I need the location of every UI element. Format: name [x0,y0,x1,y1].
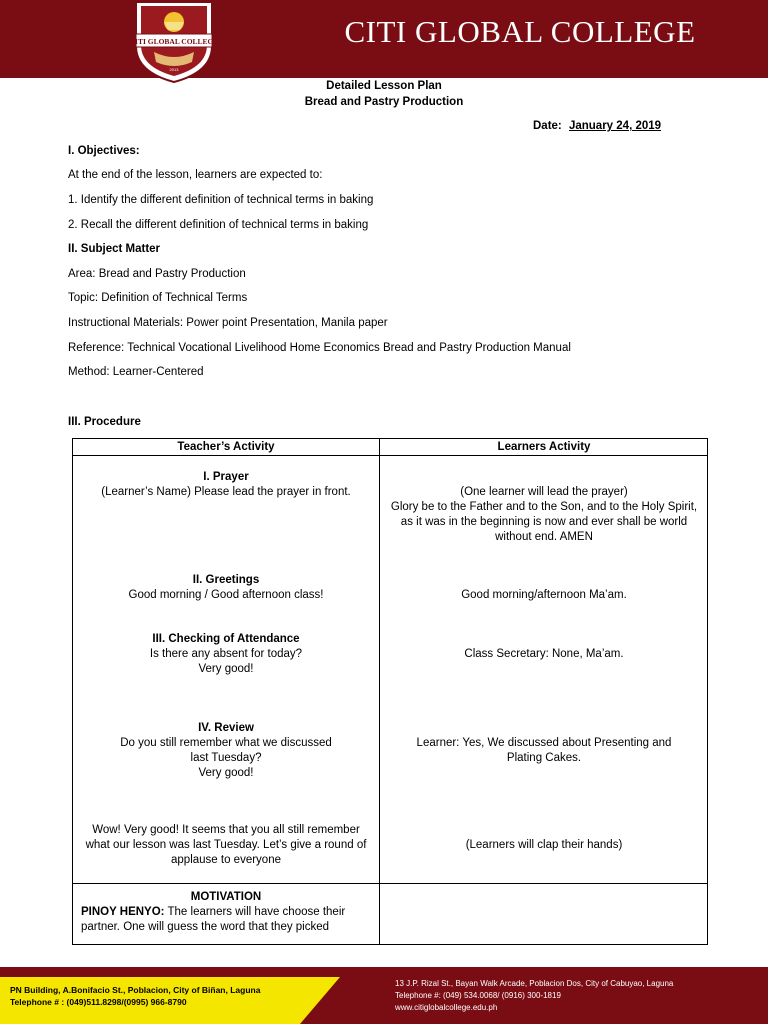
document-title: Detailed Lesson Plan [326,80,442,92]
college-logo [128,0,220,84]
footer-left-line1: PN Building, A.Bonifacio St., Poblacion, City of Biñan, Laguna [10,985,261,995]
logo-year: 2013 [169,67,179,72]
motivation-game-label: PINOY HENYO: [81,906,165,918]
materials-value: Power point Presentation, Manila paper [186,317,388,329]
topic-line [68,292,247,304]
area-value: Bread and Pastry Production [98,268,246,280]
procedure-heading: III. Procedure [68,416,141,428]
col-header-learners: Learners Activity [497,441,591,453]
topic-label: Topic: [68,292,99,304]
motivation-text [81,905,373,935]
footer-left-line2: Telephone # : (049)511.8298/(0995) 966-8790 [10,997,187,1007]
footer-right-line2: Telephone #: (049) 534.0068/ (0916) 300-1819 [395,991,561,1000]
prayer-teacher: (Learner’s Name) Please lead the prayer in front. [101,486,351,498]
prayer-learner-line2: Glory be to the Father and to the Son, and to the Holy Spirit, as it was in the beginning is now and ever shall be world without end. AMEN [390,501,698,543]
review-title: IV. Review [198,722,254,734]
header-banner [0,0,768,78]
objectives-intro: At the end of the lesson, learners are expected to: [68,169,323,181]
logo-text: CITI GLOBAL COLLEGE [129,37,219,46]
reference-value: Technical Vocational Livelihood Home Economics Bread and Pastry Production Manual [127,342,571,354]
applause-teacher: Wow! Very good! It seems that you all still remember what our lesson was last Tuesday. Let’s give a round of applause to everyone [85,824,367,866]
document-subtitle: Bread and Pastry Production [304,96,464,108]
footer-website-link[interactable]: www.citiglobalcollege.edu.ph [395,1003,498,1012]
reference-label: Reference: [68,342,125,354]
reference-line [68,342,571,354]
area-label: Area: [68,268,96,280]
college-name: CITI GLOBAL COLLEGE [344,14,696,49]
area-line [68,268,246,280]
subject-matter-heading: II. Subject Matter [68,243,161,255]
topic-value: Definition of Technical Terms [101,292,248,304]
greetings-title: II. Greetings [192,574,260,586]
date-label: Date: [533,120,562,132]
table-row-divider [73,883,707,884]
motivation-game-text: The learners will have choose their partner. One will guess the word that they picked [81,906,346,933]
materials-line [68,317,388,329]
prayer-title: I. Prayer [203,471,249,483]
footer-right-address [395,978,673,1014]
prayer-learner-line1: (One learner will lead the prayer) [460,486,628,498]
footer-banner [0,967,768,1024]
date-row [533,120,661,132]
review-teacher-line2: Very good! [198,767,254,779]
footer-left-address [10,984,260,1008]
footer-right-line1: 13 J.P. Rizal St., Bayan Walk Arcade, Poblacion Dos, City of Cabuyao, Laguna [395,979,674,988]
motivation-title: MOTIVATION [190,891,262,903]
objectives-heading: I. Objectives: [68,145,140,157]
procedure-table [72,438,708,945]
method-line [68,366,204,378]
attendance-teacher-line1: Is there any absent for today? [149,648,303,660]
greetings-learner: Good morning/afternoon Ma’am. [461,589,627,601]
attendance-learner: Class Secretary: None, Ma’am. [464,648,624,660]
method-value: Learner-Centered [112,366,204,378]
review-teacher-line1: Do you still remember what we discussed last Tuesday? [120,737,332,764]
objective-item: 2. Recall the different definition of technical terms in baking [68,219,369,231]
method-label: Method: [68,366,110,378]
applause-learner: (Learners will clap their hands) [465,839,623,851]
attendance-teacher-line2: Very good! [198,663,254,675]
col-header-teacher: Teacher’s Activity [177,441,275,453]
table-header-divider [73,455,707,456]
review-learner: Learner: Yes, We discussed about Presenting and Plating Cakes. [416,737,672,764]
greetings-teacher: Good morning / Good afternoon class! [128,589,324,601]
objective-item: 1. Identify the different definition of technical terms in baking [68,194,374,206]
materials-label: Instructional Materials: [68,317,184,329]
attendance-title: III. Checking of Attendance [152,633,300,645]
date-value: January 24, 2019 [568,120,662,132]
